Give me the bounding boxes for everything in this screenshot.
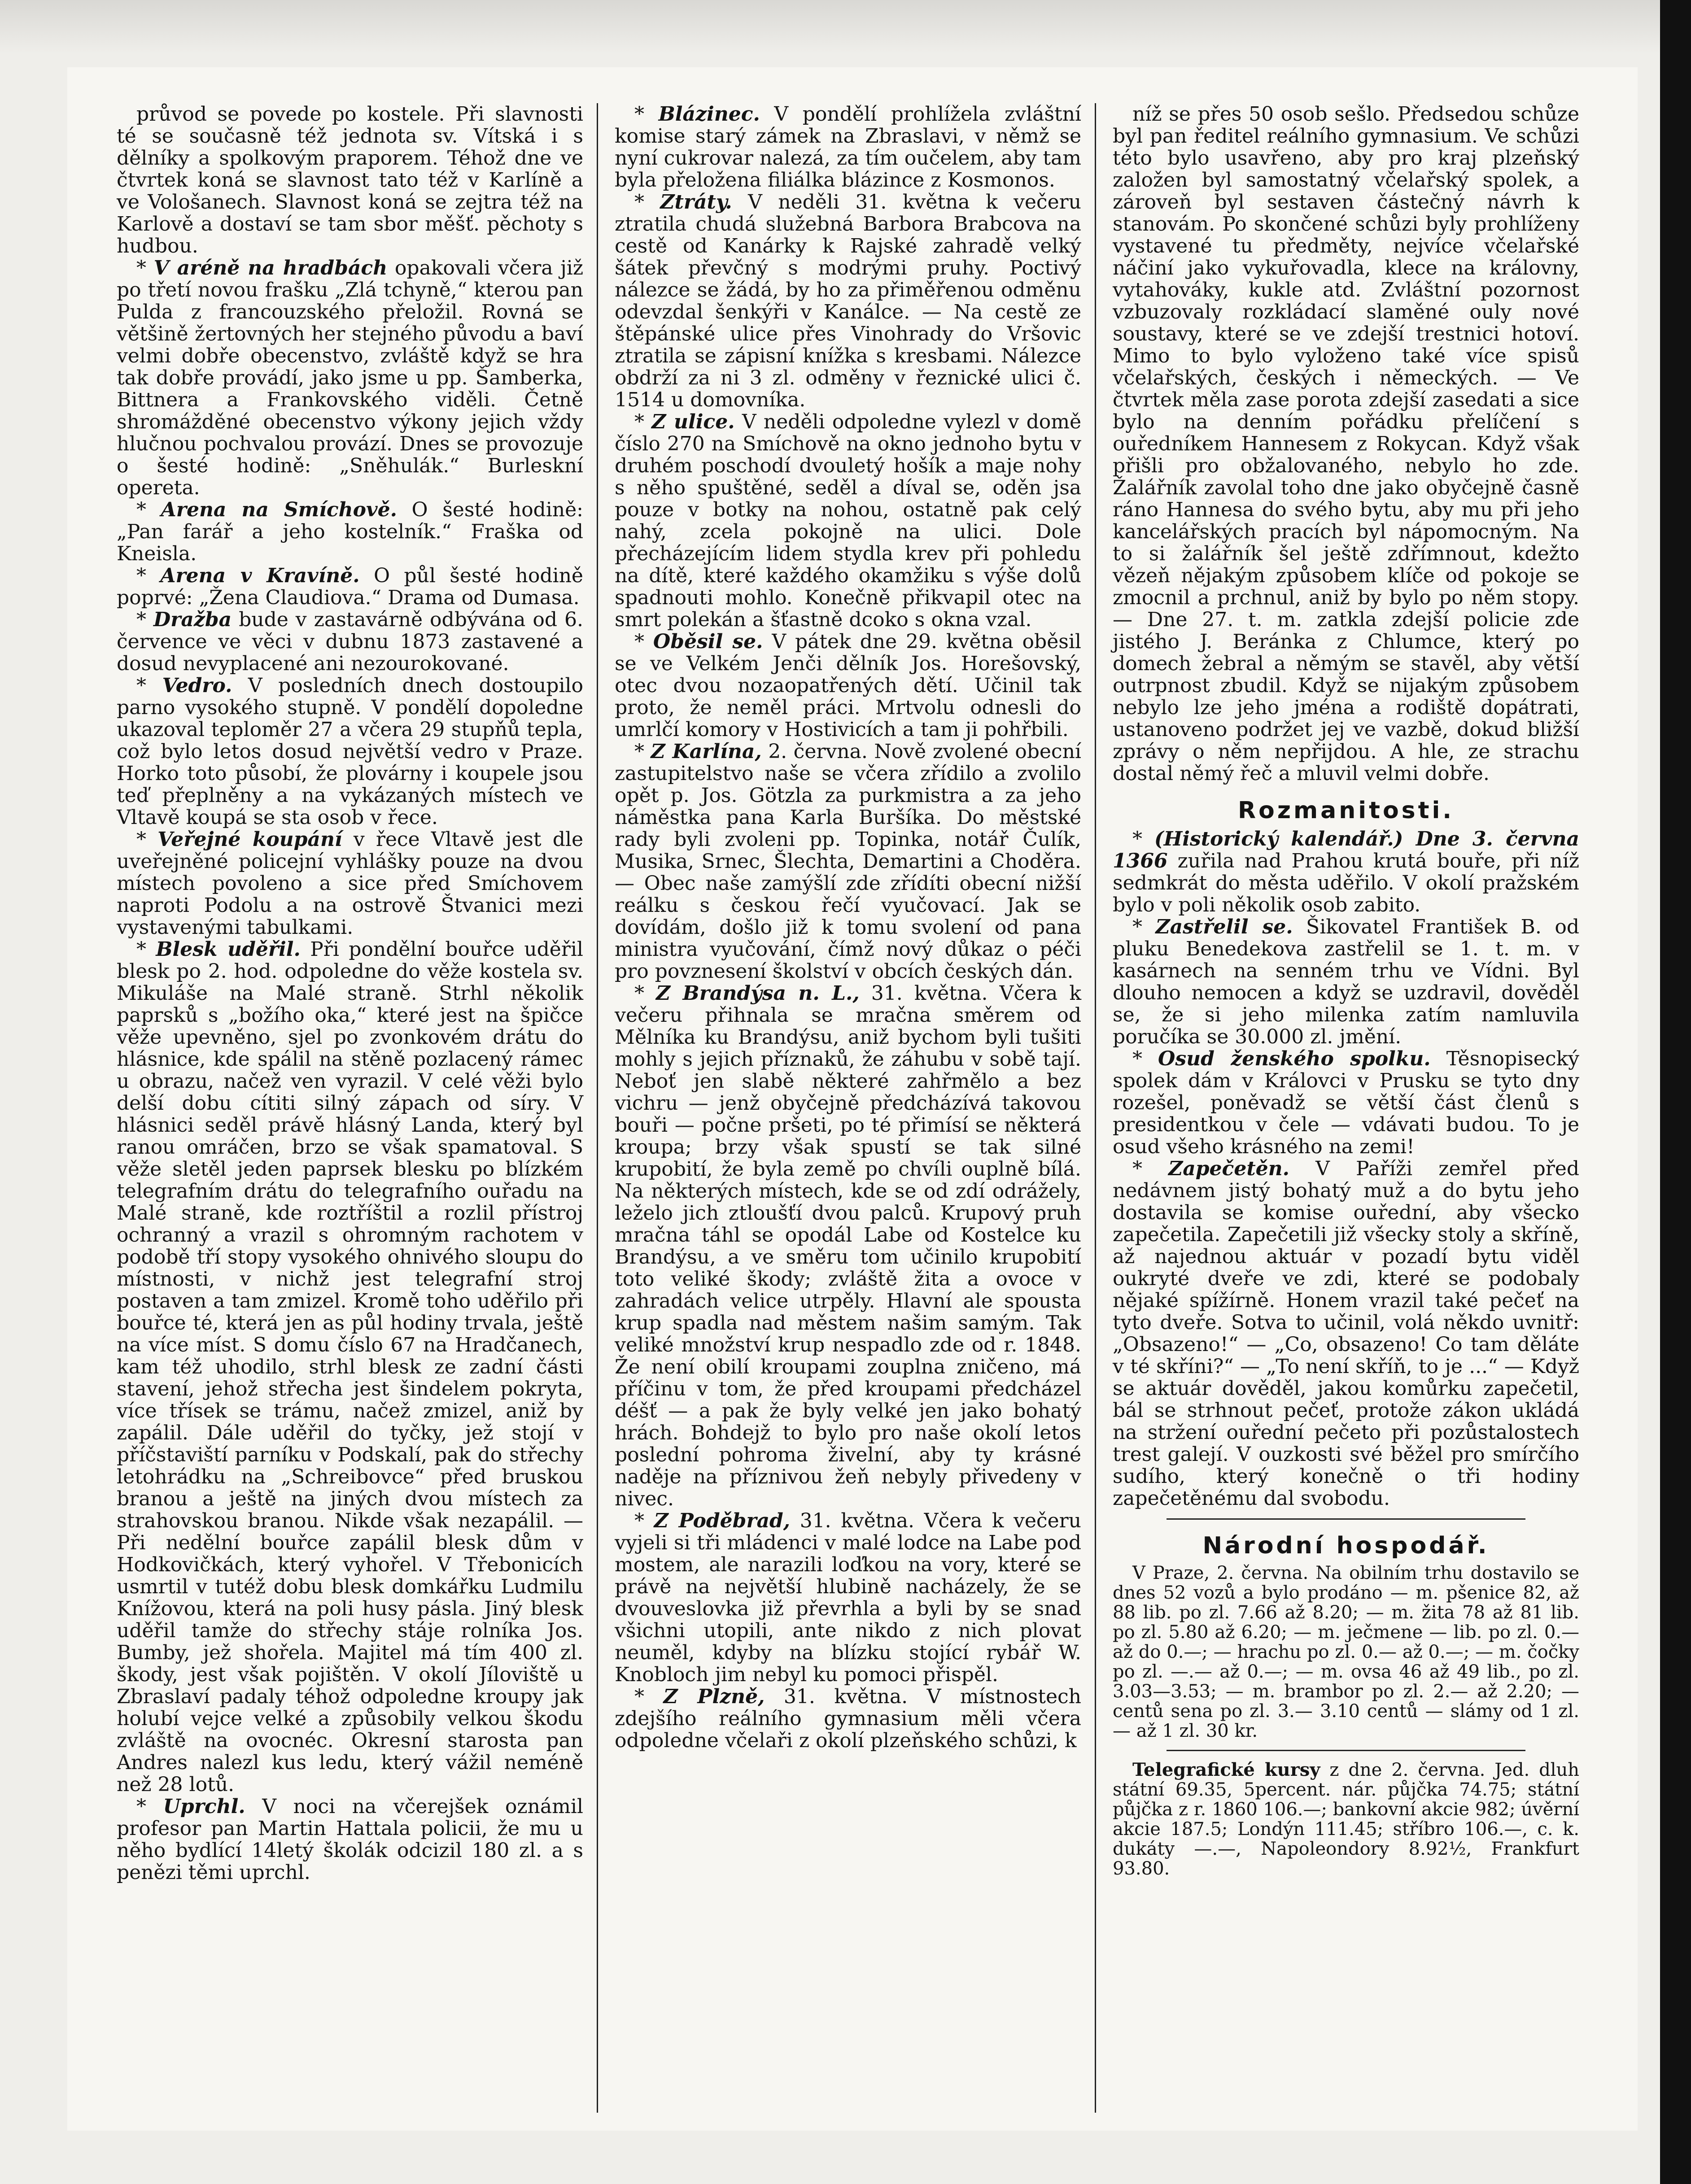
item-text: V noci na včerejšek oznámil profesor pan Martin Hattala policii, že mu u něho bydlící 14letý školák odcizil 180 zl. a s penězi těmi uprchl. [117,1795,583,1884]
news-item [615,741,1081,982]
column-3 [1113,103,1579,1879]
news-item [615,411,1081,631]
news-item [1113,103,1579,785]
scan-right-edge [1660,0,1691,2184]
section-divider [1167,1518,1525,1520]
news-item [117,1796,583,1883]
item-text: průvod se povede po kostele. Při slavnosti té se současně též jednota sv. Vítská i s dělníky a spolkovým praporem. Téhož dne ve čtvrtek koná se slavnost tato též v Karlíně a ve Vološanech. Slavnost koná se zejtra též na Karlově a dostaví se tam sbor měšť. pěchoty s hudbou. [117,103,583,257]
news-item [1113,1158,1579,1509]
item-lead: Z Karlína, [651,740,762,763]
item-asterisk: * [634,982,656,1005]
item-text: Při pondělní bouřce uděřil blesk po 2. hod. odpoledne do věže kostela sv. Mikuláše na Malé straně. Strhl několik paprsků s „božího oka,“ které jest na špičce věže upevněno, sjel po zvonkovém drátu do hlásnice, kde spálil na stěně pozlacený rámec u obrazu, načež ven vyrazil. V celé věži bylo delší dobu cítiti silný zápach od síry. V hlásnici seděl právě hlásný Landa, který byl ranou omráčen, brzo se však spamatoval. S věže sletěl jeden paprsek blesku po blízkém telegrafním drátu do telegrafního ouřadu na Malé straně, kde roztříštil a rozlil přístroj ochranný a vrazil s ohromným rachotem v podobě tří stopy vysokého ohnivého sloupu do místnosti, v nichž jest telegrafní stroj postaven a tam zmizel. Kromě toho uděřilo při bouřce té, která jen as půl hodiny trvala, ještě na více míst. S domu číslo 67 na Hradčanech, kam též uhodilo, strhl blesk ze zadní části stavení, jehož střecha jest šindelem pokryta, více třísek se trámu, načež zmizel, aniž by zapálil. Dále uděřil do tyčky, jež stojí v příčstaviští parníku v Podskalí, pak do střechy letohrádku na „Schreibovce“ před bruskou branou a ještě na jiných dvou místech za strahovskou branou. Nikde však nezapálil. — Při nedělní bouřce zapálil blesk dům v Hodkovičkách, který vyhořel. V Třebonicích usmrtil v tutéž dobu blesk domkářku Ludmilu Knížovou, která na poli husy pásla. Jiný blesk uděřil tamže do střechy stáje rolníka Jos. Bumby, jež shořela. Majitel má tím 400 zl. škody, jest však pojištěn. V okolí Jíloviště u Zbraslaví padaly téhož odpoledne kroupy jak holubí vejce velké a způsobily velkou škodu zvláště na ovocnéc. Okresní starosta pan Andres nalezl kus ledu, který vážil neméně než 28 lotů. [117,938,583,1796]
news-item [117,499,583,565]
item-lead: Dražba [153,608,232,631]
item-text: bude v zastavárně odbývána od 6. července ve věci v dubnu 1873 zastavené a dosud nevyplacené ani nezourokované. [117,608,583,675]
item-text: Šikovatel František B. od pluku Benedekova zastřelil se 1. t. m. v kasárnech na senném trhu ve Vídni. Byl dlouho nemocen a když se uzdravil, dověděl se, že si jeho milenka zatím namluvila poručíka se 30.000 zl. jmění. [1113,915,1579,1048]
column-3-news [1113,103,1579,785]
news-item [1113,916,1579,1048]
column-2 [615,103,1081,1752]
item-asterisk: * [1132,915,1156,938]
news-item [117,257,583,499]
item-text: V pátek dne 29. května oběsil se ve Velkém Jenči dělník Jos. Horešovský, otec dvou nozaopatřených dětí. Učinil tak proto, že neměl práci. Mrtvolu odnesli do umrlčí komory v Hostivicích a tam ji pohřbili. [615,630,1081,741]
item-text: v řece Vltavě jest dle uveřejněné policejní vyhlášky pouze na dvou místech povoleno a sice před Smíchovem naproti Podolu a na ostrově Štvanici mezi vystavenými tabulkami. [117,828,583,939]
item-asterisk: * [1132,1157,1169,1180]
news-item [615,982,1081,1510]
item-asterisk: * [634,740,651,763]
item-lead: Oběsil se. [653,630,763,653]
item-text: V neděli odpoledne vylezl v domě číslo 270 na Smíchově na okno jednoho bytu v druhém poschodí dvouletý hošík a maje nohy s něho spuštěné, seděl a díval se, oděn jsa pouze v botky na nohou, ostatně pak celý nahý, zcela pokojně na ulici. Dole přecházejícím lidem stydla krev při pohledu na dítě, které každého okamžiku s výše dolů spadnouti mohlo. Konečně přikvapil otec na smrt polekán a šťastně dcoko s okna vzal. [615,410,1081,631]
item-text: O šesté hodině: „Pan farář a jeho kostelník.“ Fraška od Kneisla. [117,498,583,565]
item-lead: Blesk uděřil. [156,938,301,961]
news-item [117,609,583,675]
item-asterisk: * [634,630,653,653]
item-lead: Blázinec. [658,103,760,126]
section-heading-economy: Národní hospodář. [1202,1532,1490,1559]
item-lead: Zastřelil se. [1155,915,1293,938]
item-lead: Z Brandýsa n. L., [656,982,860,1005]
item-lead: Arena v Kravíně. [160,564,360,587]
telegraph-rates [1113,1760,1579,1879]
section-heading-rozmanitosti: Rozmanitosti. [1237,797,1455,824]
item-asterisk: * [136,498,161,521]
item-asterisk: * [634,410,652,433]
item-text: níž se přes 50 osob sešlo. Předsedou schůze byl pan ředitel reálního gymnasium. Ve schůzi této bylo usavřeno, aby pro kraj plzeňský založen byl samostatný včelařský spolek, a zároveň byl sestaven částečný návrh k stanovám. Po skončené schůzi byly prohlíženy vystavené tu předměty, nejvíce včelařské náčiní jako vykuřovadla, klece na královny, vytahováky, kukle atd. Zvláštní pozornost vzbuzovaly rozkládací slaměné ouly nové soustavy, které se ve zdejší trestnici hotoví. Mimo to bylo vyloženo také více spisů včelařských, českých i německých. — Ve čtvrtek měla zase porota zdejší zasedati a sice bylo na denním pořádku přelíčení s ouředníkem Hannesem z Rokycan. Když však přišli pro obžalovaného, nebylo ho zde. Žalářník zavolal toho dne jako obyčejně časně ráno Hannesa do svého bytu, aby mu při jeho kancelářských pracích byl nápomocným. Na to si žalářník šel ještě zdřímnout, kdežto vězeň nějakým způsobem klíče od pokoje se zmocnil a prchnul, aniž by bylo po něm stopy. — Dne 27. t. m. zatkla zdejší policie zde jistého J. Beránka z Chlumce, který po domech žebral a němým se stavěl, aby větší outrpnost zbudil. Když se nijakým způsobem nebylo lze jeho jména a rodiště dopátrati, ustanoveno podržet jej ve vazbě, dokud bližší zprávy o něm nepřijdou. A hle, ze strachu dostal němý řeč a mluvil velmi dobře. [1113,103,1579,785]
item-lead: Ztráty. [660,191,732,214]
item-lead: V aréně na hradbách [153,257,388,279]
column-1 [117,103,583,1883]
item-lead: (Historický kalendář.) Dne 3. června 1366 [1113,828,1579,872]
item-lead: Z ulice. [651,410,735,433]
item-lead: Arena na Smíchově. [161,498,397,521]
news-item [117,675,583,828]
news-item [117,828,583,938]
news-item [117,565,583,609]
item-text: V Paříži zemřel před nedávnem jistý bohatý muž a do bytu jeho dostavila se komise ouřední, aby všecko zapečetila. Zapečetili již všecky stoly a skříně, až najednou aktuár v pozadí bytu viděl oukryté dveře ve zdi, které se podobaly nějaké spížírně. Honem vrazil také pečeť na tyto dveře. Sotva to učinil, volá někdo uvnitř: „Obsazeno!“ — „Co, obsazeno! Co tam děláte v té skříni?“ — „To není skříň, to je ...“ — Když se aktuár dověděl, jakou komůrku zapečetil, bál se strhnout pečeť, protože zákon ukládá na stržení ouřední pečeto při pozůstalostech trest galejí. V ouzkosti své běžel pro smírčího sudího, který konečně o tři hodiny zapečetěnému dal svobodu. [1113,1157,1579,1510]
item-asterisk: * [634,1685,664,1708]
item-lead: Veřejné koupání [157,828,342,851]
item-asterisk: * [136,608,153,631]
news-item [1113,1048,1579,1158]
item-text: 31. května. Včera k večeru přihnala se mračna směrem od Mělníka ku Brandýsu, aniž bychom byli tušiti mohly s jejich příznaků, že záhubu v sobě tají. Neboť jen slabě některé zahřmělo a bez vichru — jenž obyčejně předcházívá takovou bouři — počne pršeti, po té přimísí se některá kroupa; brzy však spustí se tak silné krupobití, že byla země po chvíli ouplně bílá. Na některých místech, kde se od zdí odrážely, leželo jich ztloušťí dvou palců. Krupový pruh mračna táhl se opodál Labe od Kostelce ku Brandýsu, a ve směru tom učinilo krupobití toto veliké škody; zvláště žita a ovoce v zahradách velice utrpěly. Hlavní ale spousta krup spadla nad městem našim samým. Tak veliké množství krup nespadlo zde od r. 1848. Že není obilí kroupami zouplna zničeno, má příčinu v tom, že před kroupami předcházel déšť — a pak že byly velké jen jako bohatý hrách. Bohdejž to bylo pro naše okolí letos poslední pohroma živelní, aby ty krásné naděje na příznivou žeň nebyly přivedeny v nivec. [615,982,1081,1510]
item-text: 31. května. Včera k večeru vyjeli si tři mládenci v malé lodce na Labe pod mostem, ale narazili loďkou na vory, které se právě na největší hlubině nacházely, že se dvouveslovka již převrhla a byli by se snad všichni utopili, ante nikdo z nich plovat neuměl, kdyby na blízku stojící rybář W. Knobloch jim nebyl ku pomoci přispěl. [615,1509,1081,1686]
item-text: V posledních dnech dostoupilo parno vysokého stupně. V pondělí dopoledne ukazoval teploměr 27 a včera 29 stupňů tepla, což bylo letos dosud největší vedro v Praze. Horko toto působí, že plovárny i koupele jsou teď přeplněny a na vykázaných místech ve Vltavě koupá se sta osob v řece. [117,674,583,829]
item-asterisk: * [136,828,158,851]
item-lead: Z Plzně, [663,1685,765,1708]
telegraph-text: z dne 2. června. Jed. dluh státní 69.35, 5percent. nár. půjčka 74.75; státní půjčka z r. 1860 106.—; bankovní akcie 982; úvěrní akcie 187.5; Londýn 111.45; stříbro 106.—, c. k. dukáty —.—, Napoleondory 8.92½, Frankfurt 93.80. [1113,1760,1580,1879]
news-item [615,1510,1081,1686]
section-divider [1167,1750,1525,1751]
news-item [117,103,583,257]
news-item [615,103,1081,191]
item-asterisk: * [1132,1047,1158,1070]
item-asterisk: * [136,564,161,587]
newspaper-page [67,67,1638,2131]
item-asterisk: * [136,257,154,279]
item-asterisk: * [136,938,156,961]
item-asterisk: * [634,1509,654,1532]
scan-top-edge [0,0,1691,54]
item-lead: Uprchl. [163,1795,245,1818]
item-lead: Z Poděbrad, [654,1509,791,1532]
telegraph-heading: Telegrafické kursy [1132,1759,1320,1780]
item-text: 31. května. V místnostech zdejšího reálního gymnasium měli včera odpoledne včelaři z okolí plzeňského schůzi, k [615,1685,1081,1752]
item-lead: Vedro. [162,674,232,697]
item-asterisk: * [634,191,660,214]
item-text: V pondělí prohlížela zvláštní komise starý zámek na Zbraslavi, v němž se nyní cukrovar nalezá, za tím oučelem, aby tam byla přeložena filiálka blázince z Kosmonos. [615,103,1081,192]
news-item [117,938,583,1796]
item-lead: Osud ženského spolku. [1158,1047,1431,1070]
item-asterisk: * [1132,828,1154,850]
column-3-miscellany [1113,828,1579,1509]
item-asterisk: * [136,674,162,697]
news-item [615,191,1081,411]
news-item [1113,828,1579,916]
item-text: opakovali včera již po třetí novou frašku „Zlá tchyně,“ kterou pan Pulda z francouzského přeložil. Rovná se většině žertovných her stejného původu a baví velmi dobře obecenstvo, zvláště když se hra tak dobře provádí, jako jsme u pp. Šamberka, Bittnera a Frankovského viděli. Četně shromážděné obecenstvo výkony jejich vždy hlučnou pochvalou provází. Dnes se provozuje o šesté hodině: „Sněhulák.“ Burleskní opereta. [117,257,583,499]
column-rule-right [1095,103,1096,2113]
column-rule-left [597,103,598,2113]
news-item [615,1686,1081,1752]
item-text: V neděli 31. května k večeru ztratila chudá služebná Barbora Brabcova na cestě od Kanárky k Rajské zahradě velký šátek převčný s modrými pruhy. Poctivý nálezce se žádá, by ho za přiměřenou odměnu odevzdal šenkýři v Kanálce. — Na cestě ze štěpánské ulice přes Vinohrady do Vršovic ztratila se zápisní knížka s kresbami. Nálezce obdrží za ni 3 zl. odměny v řeznické ulici č. 1514 u domovníka. [615,191,1081,411]
item-asterisk: * [136,1795,163,1818]
news-item [615,631,1081,741]
item-asterisk: * [634,103,659,126]
item-text: 2. června. Nově zvolené obecní zastupitelstvo naše se včera zřídilo a zvolilo opět p. Jos. Götzla za purkmistra a za jeho náměstka pana Karla Buršíka. Do městské rady byli zvoleni pp. Topinka, notář Čulík, Musika, Srnec, Šlechta, Demartini a Choděra. — Obec naše zamýšlí zde zřídíti obecní nižší reálku s českou řečí vyučovací. Jak se dovídám, došlo již k tomu svolení od pana ministra vyučování, čímž nový důkaz o péči pro povznesení školství v obcích českých dán. [615,740,1081,983]
item-text: zuřila nad Prahou krutá bouře, při níž sedmkrát do města uděřilo. V okolí pražském bylo v poli několik osob zabito. [1113,850,1579,916]
item-text: Těsnopisecký spolek dám v Královci v Prusku se tyto dny rozešel, poněvadž se větší část členů s presidentkou v čele — vdávati budou. To je osud všeho krásného na zemi! [1113,1047,1579,1158]
economy-market-report: V Praze, 2. června. Na obilním trhu dostavilo se dnes 52 vozů a bylo prodáno — m. pšenice 82, až 88 lib. po zl. 7.66 až 8.20; — m. žita 78 až 81 lib. po zl. 5.80 až 6.20; — m. ječmene — lib. po zl. 0.— až do 0.—; — hrachu po zl. 0.— až 0.—; — m. čočky po zl. —.— až 0.—; — m. ovsa 46 až 49 lib., po zl. 3.03—3.53; — m. brambor po zl. 2.— až 2.20; — centů sena po zl. 3.— 3.10 centů — slámy od 1 zl. — až 1 zl. 30 kr. [1113,1563,1579,1741]
item-lead: Zapečetěn. [1168,1157,1289,1180]
item-text: O půl šesté hodině poprvé: „Žena Claudiova.“ Drama od Dumasa. [117,564,583,609]
